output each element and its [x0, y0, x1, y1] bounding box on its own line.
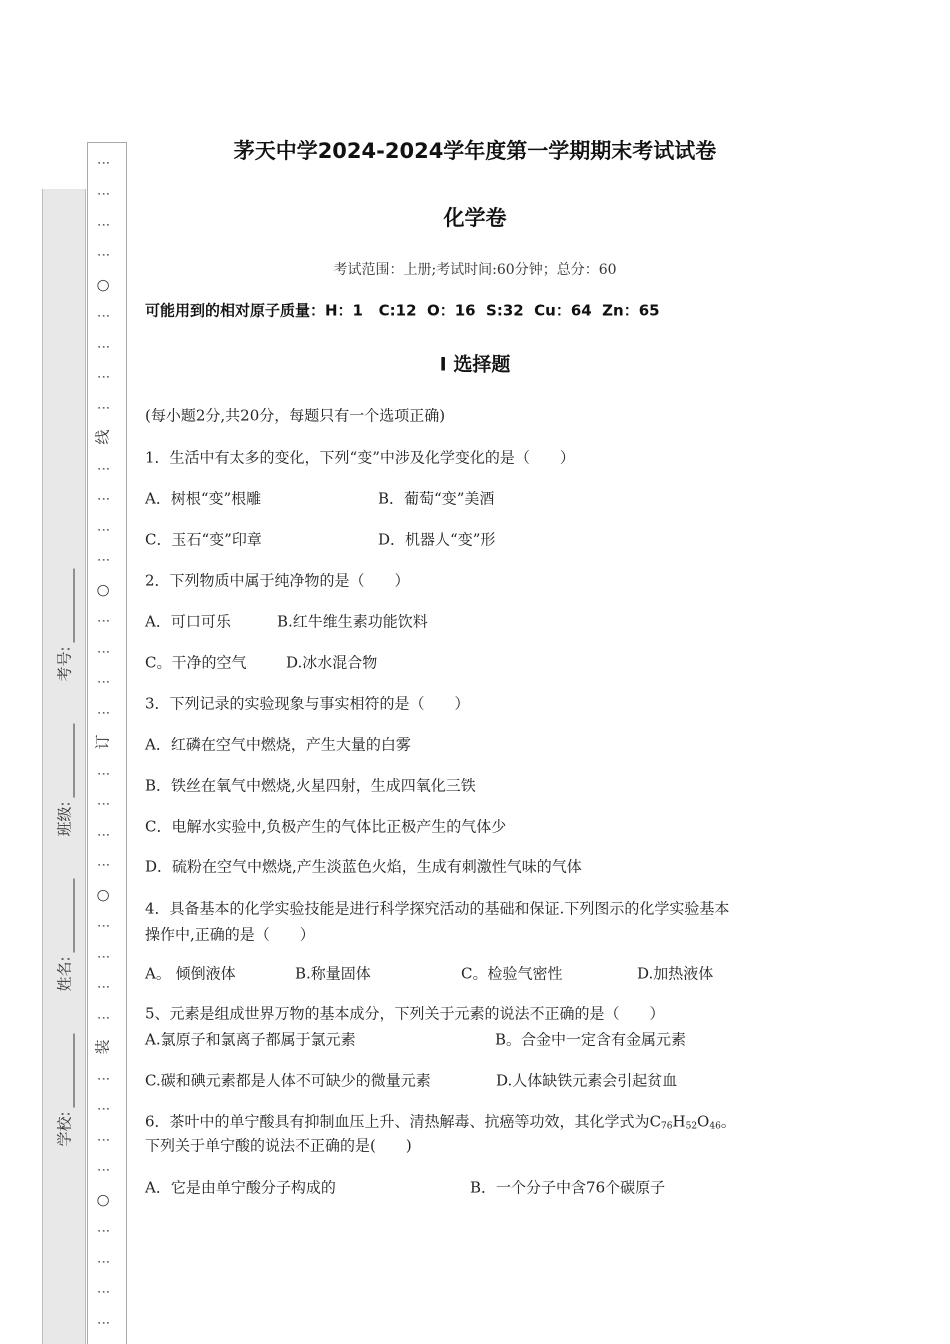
- dots-mark: ⋮: [95, 1255, 111, 1267]
- dots-mark: ⋮: [95, 1285, 111, 1297]
- question-3-option-a[interactable]: A．红磷在空气中燃烧，产生大量的白雾: [145, 735, 411, 754]
- dots-mark: ⋮: [95, 370, 111, 382]
- question-4-option-c[interactable]: C。检验气密性: [461, 964, 563, 983]
- question-5-option-a[interactable]: A.氯原子和氯离子都属于氯元素: [145, 1030, 356, 1049]
- class-label: 班级:: [55, 801, 74, 837]
- question-1-stem: 1．生活中有太多的变化，下列“变”中涉及化学变化的是（ ）: [145, 448, 575, 467]
- dots-mark: ⋮: [95, 187, 111, 199]
- question-1-option-a[interactable]: A．树根“变”根雕: [145, 489, 262, 508]
- question-1-option-b[interactable]: B．葡萄“变”美酒: [378, 489, 495, 508]
- formula-o: O: [697, 1112, 710, 1131]
- dots-mark: ⋮: [95, 492, 111, 504]
- question-6-stem-line2: 下列关于单宁酸的说法不正确的是( ): [145, 1136, 412, 1155]
- formula-h-count: 52: [685, 1121, 698, 1132]
- school-field[interactable]: [54, 1033, 75, 1146]
- chemical-formula: [650, 1113, 736, 1131]
- question-4-option-a[interactable]: A。 倾倒液体: [145, 964, 236, 983]
- question-3-option-d[interactable]: D．硫粉在空气中燃烧,产生淡蓝色火焰，生成有刺激性气味的气体: [145, 857, 582, 876]
- section-title: I 选择题: [439, 353, 511, 376]
- class-field[interactable]: [54, 723, 75, 836]
- question-4-option-d[interactable]: D.加热液体: [637, 964, 714, 983]
- circle-mark: ○: [96, 885, 110, 904]
- dots-mark: ⋮: [95, 1011, 111, 1023]
- question-2-option-d[interactable]: D.冰水混合物: [286, 653, 378, 672]
- question-6-option-a[interactable]: A．它是由单宁酸分子构成的: [145, 1178, 336, 1197]
- circle-mark: ○: [96, 275, 110, 294]
- question-1-option-c[interactable]: C．玉石“变”印章: [145, 530, 262, 549]
- dots-mark: ⋮: [95, 340, 111, 352]
- staple-mark: 订: [93, 734, 112, 750]
- dots-mark: ⋮: [95, 828, 111, 840]
- section-instruction: (每小题2分,共20分，每题只有一个选项正确): [145, 406, 446, 425]
- question-5-option-b[interactable]: B。合金中一定含有金属元素: [495, 1030, 687, 1049]
- formula-end: 。: [720, 1112, 736, 1131]
- exam-info: 考试范围：上册;考试时间:60分钟；总分：60: [333, 262, 617, 278]
- bind-mark: 装: [93, 1039, 112, 1055]
- dots-mark: ⋮: [95, 645, 111, 657]
- dots-mark: ⋮: [95, 1224, 111, 1236]
- formula-c-count: 76: [661, 1121, 673, 1132]
- question-3-stem: 3．下列记录的实验现象与事实相符的是（ ）: [145, 694, 470, 713]
- dots-mark: ⋮: [95, 218, 111, 230]
- dots-mark: ⋮: [95, 309, 111, 321]
- exam-number-blank[interactable]: [62, 568, 75, 642]
- question-3-option-c[interactable]: C．电解水实验中,负极产生的气体比正极产生的气体少: [145, 817, 507, 836]
- dots-mark: ⋮: [95, 950, 111, 962]
- question-3-option-b[interactable]: B．铁丝在氧气中燃烧,火星四射，生成四氧化三铁: [145, 776, 476, 795]
- school-blank[interactable]: [62, 1033, 75, 1107]
- dots-mark: ⋮: [95, 675, 111, 687]
- circle-mark: ○: [96, 580, 110, 599]
- dots-mark: ⋮: [95, 1316, 111, 1328]
- dots-mark: ⋮: [95, 248, 111, 260]
- question-2-option-a[interactable]: A．可口可乐: [145, 612, 231, 631]
- atomic-masses: 可能用到的相对原子质量：H：1 C:12 O：16 S:32 Cu：64 Zn：65: [145, 301, 660, 320]
- dots-mark: ⋮: [95, 1133, 111, 1145]
- question-5-stem: 5、元素是组成世界万物的基本成分，下列关于元素的说法不正确的是（ ）: [145, 1004, 665, 1023]
- circle-mark: ○: [96, 1190, 110, 1209]
- question-2-option-b[interactable]: B.红牛维生素功能饮料: [277, 612, 428, 631]
- exam-number-label: 考号:: [55, 646, 74, 682]
- question-6-option-b[interactable]: B．一个分子中含76个碳原子: [470, 1178, 666, 1197]
- dots-mark: ⋮: [95, 980, 111, 992]
- question-5-option-c[interactable]: C.碳和碘元素都是人体不可缺少的微量元素: [145, 1071, 431, 1090]
- name-field[interactable]: [54, 878, 75, 991]
- question-6-stem-text: 6．茶叶中的单宁酸具有抑制血压上升、清热解毒、抗癌等功效，其化学式为: [145, 1112, 650, 1131]
- name-label: 姓名:: [55, 956, 74, 992]
- dots-mark: ⋮: [95, 919, 111, 931]
- exam-number-field[interactable]: [54, 568, 75, 681]
- question-4-stem-line1: 4．具备基本的化学实验技能是进行科学探究活动的基础和保证.下列图示的化学实验基本: [145, 899, 730, 918]
- question-1-option-d[interactable]: D．机器人“变”形: [378, 530, 496, 549]
- question-4-option-b[interactable]: B.称量固体: [295, 964, 371, 983]
- dots-mark: ⋮: [95, 523, 111, 535]
- name-blank[interactable]: [62, 878, 75, 952]
- dots-mark: ⋮: [95, 706, 111, 718]
- dots-mark: ⋮: [95, 797, 111, 809]
- dots-mark: ⋮: [95, 1102, 111, 1114]
- question-4-stem-line2: 操作中,正确的是（ ）: [145, 925, 315, 944]
- dots-mark: ⋮: [95, 1163, 111, 1175]
- formula-o-count: 46: [709, 1121, 721, 1132]
- exam-title: 茅天中学2024-2024学年度第一学期期末考试试卷: [233, 139, 717, 163]
- dots-mark: ⋮: [95, 401, 111, 413]
- dots-mark: ⋮: [95, 767, 111, 779]
- dots-mark: ⋮: [95, 156, 111, 168]
- class-blank[interactable]: [62, 723, 75, 797]
- question-2-stem: 2．下列物质中属于纯净物的是（ ）: [145, 571, 410, 590]
- formula-c: C: [649, 1112, 662, 1131]
- formula-h: H: [672, 1112, 686, 1131]
- school-label: 学校:: [55, 1111, 74, 1147]
- question-6-stem-line1: [145, 1111, 736, 1132]
- exam-subtitle: 化学卷: [443, 206, 507, 230]
- line-mark: 线: [93, 429, 112, 445]
- question-2-option-c[interactable]: C。干净的空气: [145, 653, 247, 672]
- dots-mark: ⋮: [95, 1072, 111, 1084]
- dots-mark: ⋮: [95, 858, 111, 870]
- dots-mark: ⋮: [95, 462, 111, 474]
- dots-mark: ⋮: [95, 614, 111, 626]
- question-5-option-d[interactable]: D.人体缺铁元素会引起贫血: [496, 1071, 678, 1090]
- dots-mark: ⋮: [95, 553, 111, 565]
